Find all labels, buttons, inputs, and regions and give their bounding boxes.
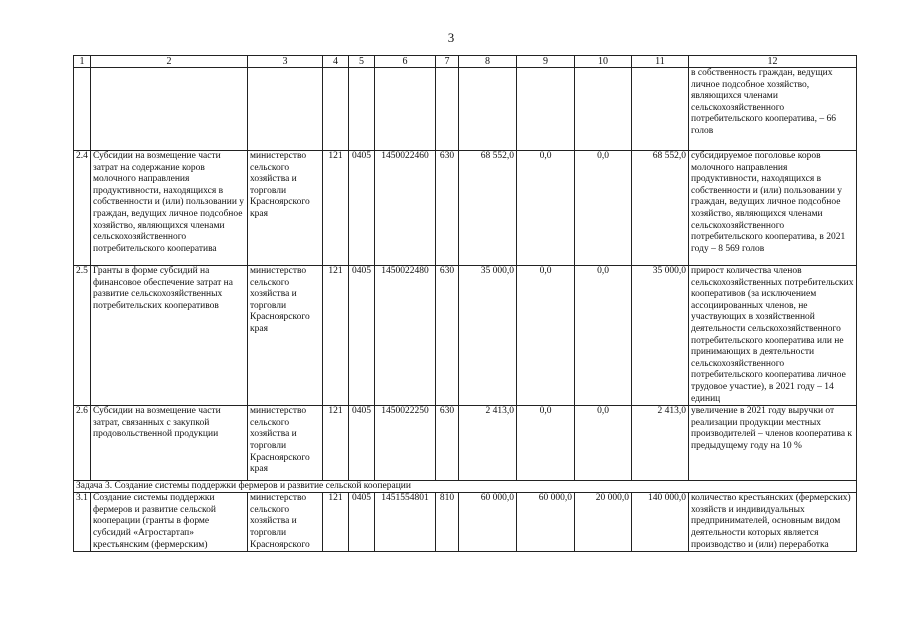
table-row (74, 406, 857, 481)
vr-code: 630 (436, 151, 459, 266)
task-heading: Задача 3. Создание системы поддержки фермеров и развитие сельской кооперации (74, 481, 857, 493)
result-cell: в собственность граждан, ведущих личное подсобное хозяйство, являющихся членами сельскохозяйственного потребительского кооператива, – 66 голов (689, 68, 857, 151)
executor: министерство сельского хозяйства и торговли Красноярского края (248, 151, 323, 266)
column-number: 10 (575, 56, 632, 68)
amount-cell: 2 413,0 (459, 406, 517, 481)
rzpr-code: 0405 (349, 151, 375, 266)
table-row-continuation (74, 68, 857, 151)
rzpr-code: 0405 (349, 493, 375, 552)
total-cell: 140 000,0 (632, 493, 689, 552)
page-number: 3 (447, 30, 455, 45)
column-number: 2 (91, 56, 248, 68)
amount-cell: 0,0 (517, 151, 575, 266)
column-number: 3 (248, 56, 323, 68)
row-number: 2.6 (74, 406, 91, 481)
amount-cell: 0,0 (575, 406, 632, 481)
csr-code: 1450022250 (375, 406, 436, 481)
rzpr-code: 0405 (349, 266, 375, 406)
result-cell: субсидируемое поголовье коров молочного направления продуктивности, находящихся в собственности и (или) пользовании у граждан, ведущих личное подсобное хозяйство, являющихся членами сельскохозяйственного потребительского кооператива, в 2021 году – 8 569 голов (689, 151, 857, 266)
total-cell: 68 552,0 (632, 151, 689, 266)
column-number: 6 (375, 56, 436, 68)
column-number: 11 (632, 56, 689, 68)
result-cell: увеличение в 2021 году выручки от реализации продукции местных производителей – членов кооператива к предыдущему году на 10 % (689, 406, 857, 481)
column-number: 8 (459, 56, 517, 68)
amount-cell: 35 000,0 (459, 266, 517, 406)
amount-cell: 20 000,0 (575, 493, 632, 552)
column-number-row (74, 56, 857, 68)
amount-cell: 0,0 (575, 151, 632, 266)
rzpr-code: 0405 (349, 406, 375, 481)
measure-name: Субсидии на возмещение части затрат на содержание коров молочного направления продуктивности, находящихся в собственности и (или) пользовании у граждан, ведущих личное подсобное хозяйство, являющихся членами сельскохозяйственного потребительского кооператива (91, 151, 248, 266)
amount-cell: 60 000,0 (459, 493, 517, 552)
executor: министерство сельского хозяйства и торговли Красноярского края (248, 266, 323, 406)
vr-code: 630 (436, 406, 459, 481)
measure-name: Субсидии на возмещение части затрат, связанных с закупкой продовольственной продукции (91, 406, 248, 481)
csr-code: 1450022460 (375, 151, 436, 266)
grbs-code: 121 (323, 266, 349, 406)
amount-cell: 0,0 (517, 406, 575, 481)
column-number: 4 (323, 56, 349, 68)
column-number: 5 (349, 56, 375, 68)
measure-name: Гранты в форме субсидий на финансовое обеспечение затрат на развитие сельскохозяйственных потребительских кооперативов (91, 266, 248, 406)
amount-cell: 68 552,0 (459, 151, 517, 266)
amount-cell: 60 000,0 (517, 493, 575, 552)
vr-code: 810 (436, 493, 459, 552)
executor: министерство сельского хозяйства и торговли Красноярского края (248, 406, 323, 481)
row-number: 2.5 (74, 266, 91, 406)
result-cell: количество крестьянских (фермерских) хозяйств и индивидуальных предпринимателей, основным видом деятельности которых является производство и (или) переработка (689, 493, 857, 552)
grbs-code: 121 (323, 151, 349, 266)
program-table (73, 55, 857, 552)
column-number: 1 (74, 56, 91, 68)
table-row (74, 266, 857, 406)
amount-cell: 0,0 (517, 266, 575, 406)
grbs-code: 121 (323, 493, 349, 552)
csr-code: 1451554801 (375, 493, 436, 552)
total-cell: 35 000,0 (632, 266, 689, 406)
grbs-code: 121 (323, 406, 349, 481)
column-number: 7 (436, 56, 459, 68)
csr-code: 1450022480 (375, 266, 436, 406)
total-cell: 2 413,0 (632, 406, 689, 481)
task-row (74, 481, 857, 493)
amount-cell: 0,0 (575, 266, 632, 406)
row-number: 3.1 (74, 493, 91, 552)
table-row (74, 151, 857, 266)
measure-name: Создание системы поддержки фермеров и развитие сельской кооперации (гранты в форме субсидий «Агростартап» крестьянским (фермерским) (91, 493, 248, 552)
executor: министерство сельского хозяйства и торговли Красноярского (248, 493, 323, 552)
result-cell: прирост количества членов сельскохозяйственных потребительских кооперативов (за исключением ассоциированных членов, не участвующих в хозяйственной деятельности сельскохозяйственного потребительского кооператива или не принимающих в деятельности сельскохозяйственного потребительского кооператива личное трудовое участие), в 2021 году – 14 единиц (689, 266, 857, 406)
vr-code: 630 (436, 266, 459, 406)
column-number: 12 (689, 56, 857, 68)
row-number: 2.4 (74, 151, 91, 266)
column-number: 9 (517, 56, 575, 68)
table-row (74, 493, 857, 552)
